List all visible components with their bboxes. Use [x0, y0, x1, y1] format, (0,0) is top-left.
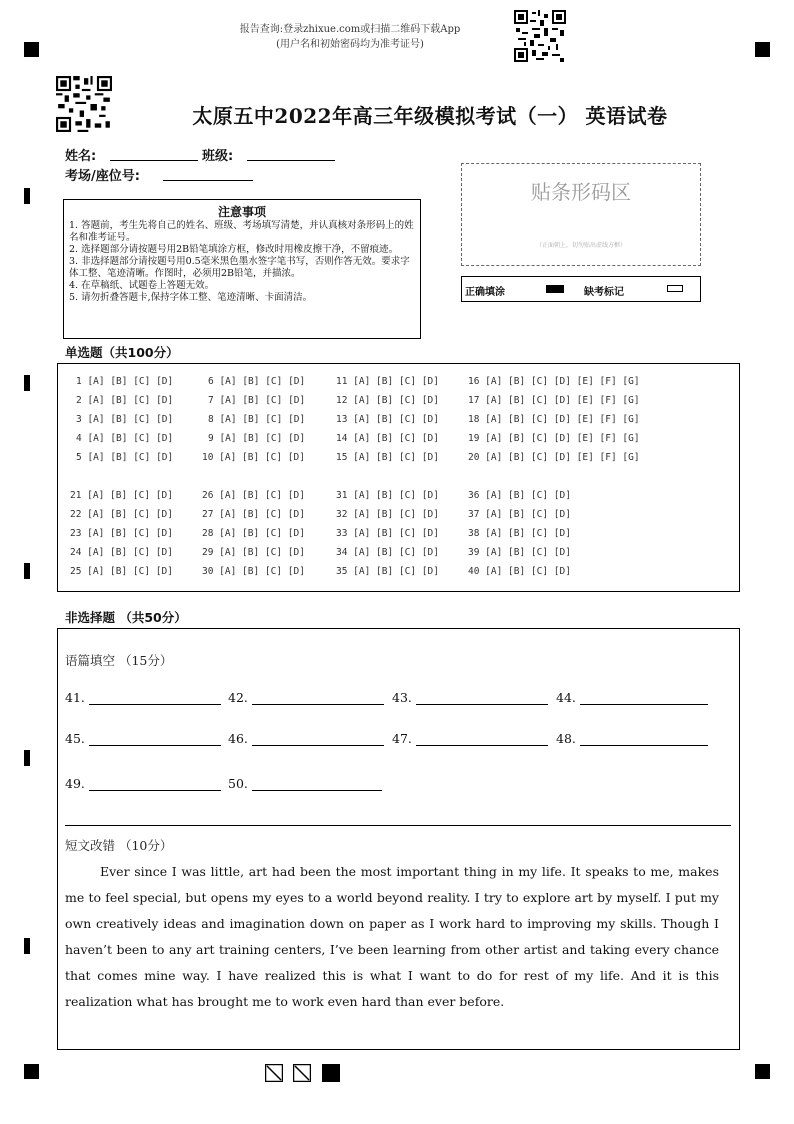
mc-question-row[interactable]: 4 [A] [B] [C] [D]: [76, 433, 174, 444]
mc-question-row[interactable]: 29 [A] [B] [C] [D]: [202, 547, 305, 558]
mc-question-row[interactable]: 13 [A] [B] [C] [D]: [336, 414, 439, 425]
seat-label: 考场/座位号:: [65, 169, 140, 184]
blank-line[interactable]: [89, 704, 221, 705]
corner-mark-bottom-left: [24, 1064, 39, 1079]
mc-question-row[interactable]: 17 [A] [B] [C] [D] [E] [F] [G]: [468, 395, 640, 406]
mc-question-row[interactable]: 37 [A] [B] [C] [D]: [468, 509, 571, 520]
mc-question-row[interactable]: 38 [A] [B] [C] [D]: [468, 528, 571, 539]
mc-question-row[interactable]: 27 [A] [B] [C] [D]: [202, 509, 305, 520]
blank-line[interactable]: [252, 745, 384, 746]
correction-passage[interactable]: [65, 859, 719, 1015]
blank-label: 41.: [65, 690, 85, 705]
blank-label: 42.: [228, 690, 248, 705]
blank-line[interactable]: [580, 704, 708, 705]
mc-question-row[interactable]: 28 [A] [B] [C] [D]: [202, 528, 305, 539]
barcode-label: 贴条形码区: [531, 180, 631, 204]
side-mark: [24, 563, 30, 579]
notice-title: 注意事项: [217, 205, 266, 219]
section-divider: [65, 825, 731, 826]
absent-mark-box[interactable]: [667, 285, 683, 292]
qr-code-icon: [514, 10, 566, 62]
mc-question-row[interactable]: 30 [A] [B] [C] [D]: [202, 566, 305, 577]
blank-label: 46.: [228, 731, 248, 746]
mc-question-row[interactable]: 5 [A] [B] [C] [D]: [76, 452, 174, 463]
barcode-sub-label: （正面朝上，切勿贴出虚线方框）: [535, 242, 626, 249]
mc-question-row[interactable]: 33 [A] [B] [C] [D]: [336, 528, 439, 539]
mc-question-row[interactable]: 2 [A] [B] [C] [D]: [76, 395, 174, 406]
mc-question-row[interactable]: 20 [A] [B] [C] [D] [E] [F] [G]: [468, 452, 640, 463]
seat-field[interactable]: [163, 180, 253, 181]
corner-mark-bottom-right: [755, 1064, 770, 1079]
blank-line[interactable]: [89, 745, 221, 746]
barcode-area: [461, 163, 701, 266]
notice-item: 4. 在草稿纸、试题卷上答题无效。: [69, 280, 215, 291]
footer-slash-box-icon: [265, 1064, 283, 1082]
side-mark: [24, 188, 30, 204]
blank-label: 49.: [65, 776, 85, 791]
mc-question-row[interactable]: 1 [A] [B] [C] [D]: [76, 376, 174, 387]
mc-question-row[interactable]: 32 [A] [B] [C] [D]: [336, 509, 439, 520]
notice-item: 1. 答题前，考生先将自己的姓名、班级、考场填写清楚，并认真核对条形码上的姓名和准考证号。: [69, 220, 414, 243]
mc-question-row[interactable]: 24 [A] [B] [C] [D]: [70, 547, 173, 558]
notice-box: [63, 199, 421, 339]
corner-mark-top-left: [24, 42, 39, 57]
mc-question-row[interactable]: 12 [A] [B] [C] [D]: [336, 395, 439, 406]
mc-question-row[interactable]: 21 [A] [B] [C] [D]: [70, 490, 173, 501]
cloze-title: 语篇填空 （15分）: [65, 653, 173, 668]
blank-label: 47.: [392, 731, 412, 746]
class-label: 班级:: [202, 149, 234, 164]
side-mark: [24, 938, 30, 954]
blank-label: 48.: [556, 731, 576, 746]
passage-text: Ever since I was little, art had been the most important thing in my life. It speaks to me, makes me to feel special, but opens my eyes to a world beyond reality. I try to explore art by myself. I put my own creatively ideas and imagination down on paper as I work hard to improving my skills. Though I haven’t been to any art training centers, I’ve been learning from other artist and taking every chance that comes mine way. I have realized this is what I want to do for rest of my life. And it is this realization what has brought me to work even hard than ever before.: [65, 864, 719, 1009]
mc-question-row[interactable]: 25 [A] [B] [C] [D]: [70, 566, 173, 577]
mc-question-row[interactable]: 26 [A] [B] [C] [D]: [202, 490, 305, 501]
mc-question-row[interactable]: 22 [A] [B] [C] [D]: [70, 509, 173, 520]
mc-question-row[interactable]: 34 [A] [B] [C] [D]: [336, 547, 439, 558]
footer-slash-box-icon: [293, 1064, 311, 1082]
blank-line[interactable]: [416, 704, 548, 705]
report-query-line1: 报告查询:登录zhixue.com或扫描二维码下载App: [239, 24, 461, 35]
mc-question-row[interactable]: 9 [A] [B] [C] [D]: [208, 433, 306, 444]
footer-filled-box: [322, 1064, 340, 1082]
mc-question-row[interactable]: 10 [A] [B] [C] [D]: [202, 452, 305, 463]
mc-question-row[interactable]: 14 [A] [B] [C] [D]: [336, 433, 439, 444]
name-label: 姓名:: [65, 149, 97, 164]
mc-question-row[interactable]: 7 [A] [B] [C] [D]: [208, 395, 306, 406]
correction-title: 短文改错 （10分）: [65, 838, 173, 853]
qr-code-icon: [56, 76, 112, 132]
blank-line[interactable]: [252, 790, 382, 791]
blank-line[interactable]: [416, 745, 548, 746]
mc-question-row[interactable]: 16 [A] [B] [C] [D] [E] [F] [G]: [468, 376, 640, 387]
blank-line[interactable]: [580, 745, 708, 746]
name-field[interactable]: [110, 160, 198, 161]
mc-question-row[interactable]: 36 [A] [B] [C] [D]: [468, 490, 571, 501]
blank-label: 43.: [392, 690, 412, 705]
exam-title: 太原五中2022年高三年级模拟考试（一） 英语试卷: [192, 104, 668, 128]
side-mark: [24, 375, 30, 391]
mc-question-row[interactable]: 15 [A] [B] [C] [D]: [336, 452, 439, 463]
mc-question-row[interactable]: 3 [A] [B] [C] [D]: [76, 414, 174, 425]
report-query-line2: (用户名和初始密码均为准考证号): [276, 39, 424, 50]
report-query-note: [200, 22, 500, 52]
side-mark: [24, 750, 30, 766]
mc-answer-area: [57, 363, 740, 592]
mc-question-row[interactable]: 6 [A] [B] [C] [D]: [208, 376, 306, 387]
corner-mark-top-right: [755, 42, 770, 57]
mc-question-row[interactable]: 19 [A] [B] [C] [D] [E] [F] [G]: [468, 433, 640, 444]
absent-mark-label: 缺考标记: [584, 287, 624, 298]
blank-line[interactable]: [89, 790, 221, 791]
mc-question-row[interactable]: 31 [A] [B] [C] [D]: [336, 490, 439, 501]
fill-legend: [461, 276, 701, 302]
mc-question-row[interactable]: 18 [A] [B] [C] [D] [E] [F] [G]: [468, 414, 640, 425]
mc-question-row[interactable]: 23 [A] [B] [C] [D]: [70, 528, 173, 539]
mc-question-row[interactable]: 39 [A] [B] [C] [D]: [468, 547, 571, 558]
notice-item: 5. 请勿折叠答题卡,保持字体工整、笔迹清晰、卡面清洁。: [69, 292, 313, 303]
blank-line[interactable]: [252, 704, 384, 705]
mc-question-row[interactable]: 8 [A] [B] [C] [D]: [208, 414, 306, 425]
blank-label: 45.: [65, 731, 85, 746]
mc-question-row[interactable]: 11 [A] [B] [C] [D]: [336, 376, 439, 387]
blank-label: 50.: [228, 776, 248, 791]
notice-item: 2. 选择题部分请按题号用2B铅笔填涂方框，修改时用橡皮擦干净，不留痕迹。: [69, 244, 399, 255]
mc-question-row[interactable]: 40 [A] [B] [C] [D]: [468, 566, 571, 577]
notice-item: 3. 非选择题部分请按题号用0.5毫米黑色墨水签字笔书写，否则作答无效。要求字体工整、笔迹清晰。作图时，必须用2B铅笔，并描浓。: [69, 256, 410, 279]
mc-section-title: 单选题（共100分）: [65, 345, 179, 360]
class-field[interactable]: [247, 160, 335, 161]
correct-fill-label: 正确填涂: [465, 287, 505, 298]
mc-question-row[interactable]: 35 [A] [B] [C] [D]: [336, 566, 439, 577]
blank-label: 44.: [556, 690, 576, 705]
correct-fill-sample: [546, 285, 564, 293]
non-choice-section-title: 非选择题 （共50分）: [65, 610, 187, 625]
